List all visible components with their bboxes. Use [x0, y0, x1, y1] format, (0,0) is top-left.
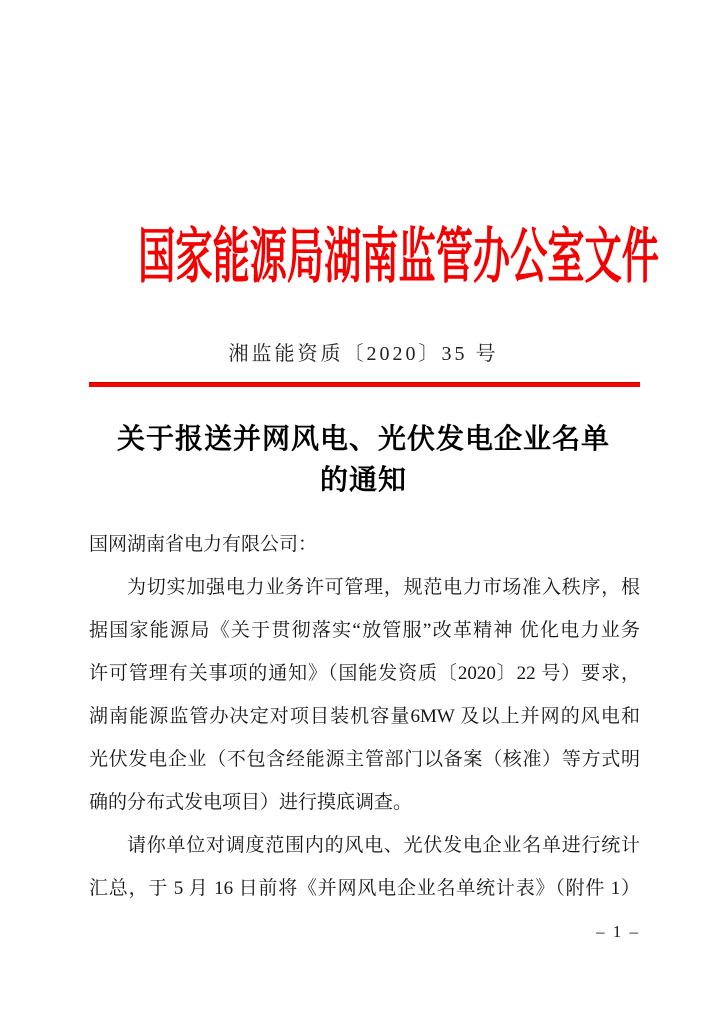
- document-subject-line-1: 关于报送并网风电、光伏发电企业名单: [116, 424, 610, 455]
- document-subject-title: [0, 419, 727, 501]
- red-divider-rule: [89, 382, 640, 387]
- document-number: 湘监能资质〔2020〕35 号: [228, 343, 499, 365]
- body-line: 请你单位对调度范围内的风电、光伏发电企业名单进行统计: [127, 835, 640, 856]
- body-line: 为切实加强电力业务许可管理，规范电力市场准入秩序，根: [127, 577, 640, 598]
- document-subject-line-2: 的通知: [319, 465, 407, 496]
- body-line: 湖南能源监管办决定对项目装机容量6MW 及以上并网的风电和: [89, 706, 640, 727]
- document-body: [89, 523, 640, 910]
- page-number: – 1 –: [596, 922, 640, 941]
- body-line: 许可管理有关事项的通知》（国能发资质〔2020〕22 号）要求，: [89, 663, 640, 684]
- body-line: 确的分布式发电项目）进行摸底调查。: [89, 792, 413, 813]
- body-line: 据国家能源局《关于贯彻落实“放管服”改革精神 优化电力业务: [89, 620, 640, 641]
- agency-letterhead-title: 国家能源局湖南监管办公室文件: [138, 224, 659, 290]
- body-line: 汇总，于 5 月 16 日前将《并网风电企业名单统计表》（附件 1）: [89, 878, 640, 899]
- body-line: 国网湖南省电力有限公司：: [89, 534, 318, 555]
- body-line: 光伏发电企业（不包含经能源主管部门以备案（核准）等方式明: [89, 749, 640, 770]
